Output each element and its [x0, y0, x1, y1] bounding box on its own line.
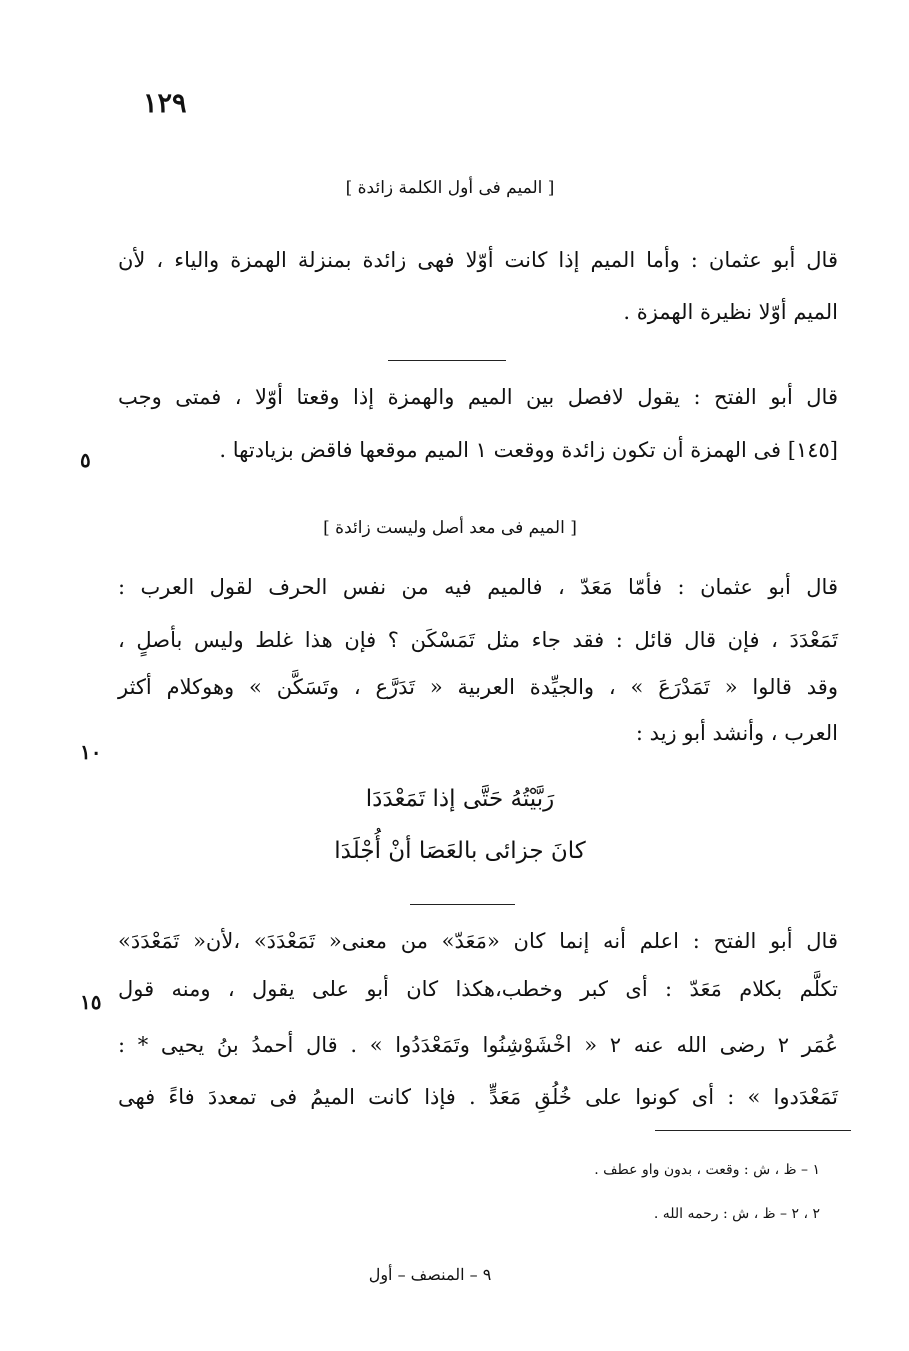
line-number-10: ١٠ [80, 740, 102, 764]
section-divider-2 [410, 904, 515, 905]
footnote-rule [655, 1130, 851, 1131]
verse-line-2: كانَ جزائى بالعَصَا أنْ أُجْلَدَا [334, 838, 586, 864]
para2-line-1: قال أبو الفتح : يقول لافصل بين الميم والهمزة إذا وقعتا أوّلا ، فمتى وجب [118, 385, 838, 409]
para4-line-2: تكلَّم بكلام مَعَدّ : أى كبر وخطب،هكذا كان أبو على يقول ، ومنه قول [118, 977, 838, 1001]
section-heading-1: [ الميم فى أول الكلمة زائدة ] [345, 178, 555, 198]
para3-line-4: العرب ، وأنشد أبو زيد : [635, 721, 838, 745]
para3-line-3: وقد قالوا « تَمَدْرَعَ » ، والجيِّدة العربية « تَدَرَّع ، وتَسَكَّن » وهوكلام أكثر [118, 675, 838, 699]
para4-line-3: عُمَر ٢ رضى الله عنه ٢ « اخْشَوْشِنُوا وتَمَعْدَدُوا » . قال أحمدُ بنُ يحيى * : [118, 1033, 838, 1057]
section-divider-1 [388, 360, 506, 361]
page-number: ١٢٩ [143, 88, 187, 119]
footnote-2: ٢ ، ٢ – ظ ، ش : رحمه الله . [653, 1206, 820, 1222]
para2-line-2: [١٤٥] فى الهمزة أن تكون زائدة ووقعت ١ الميم موقعها فاقض بزيادتها . [219, 438, 838, 462]
para3-line-1: قال أبو عثمان : فأمّا مَعَدّ ، فالميم فيه من نفس الحرف لقول العرب : [118, 575, 838, 599]
para1-line-1: قال أبو عثمان : وأما الميم إذا كانت أوّلا فهى زائدة بمنزلة الهمزة والياء ، لأن [118, 248, 838, 272]
verse-line-1: رَبَّيْتُهُ حَتَّى إذا تَمَعْدَدَا [365, 786, 555, 812]
para1-line-2: الميم أوّلا نظيرة الهمزة . [623, 300, 838, 324]
line-number-15: ١٥ [80, 990, 102, 1014]
section-heading-2: [ الميم فى معد أصل وليست زائدة ] [323, 518, 577, 538]
para3-line-2: تَمَعْدَدَ ، فإن قال قائل : فقد جاء مثل تَمَسْكَن ؟ فإن هذا غلط وليس بأصلٍ ، [118, 628, 838, 652]
para4-line-4: تَمَعْدَدوا » : أى كونوا على خُلُقِ مَعَدٍّ . فإذا كانت الميمُ فى تمعددَ فاءً فهى [118, 1085, 838, 1109]
para4-line-1: قال أبو الفتح : اعلم أنه إنما كان «مَعَدّ» من معنى« تَمَعْدَدَ» ،لأن« تَمَعْدَدَ» [118, 929, 838, 953]
footnote-1: ١ – ظ ، ش : وقعت ، بدون واو عطف . [594, 1162, 820, 1178]
page-signature: ٩ – المنصف – أول [368, 1265, 492, 1284]
line-number-5: ٥ [80, 448, 91, 472]
